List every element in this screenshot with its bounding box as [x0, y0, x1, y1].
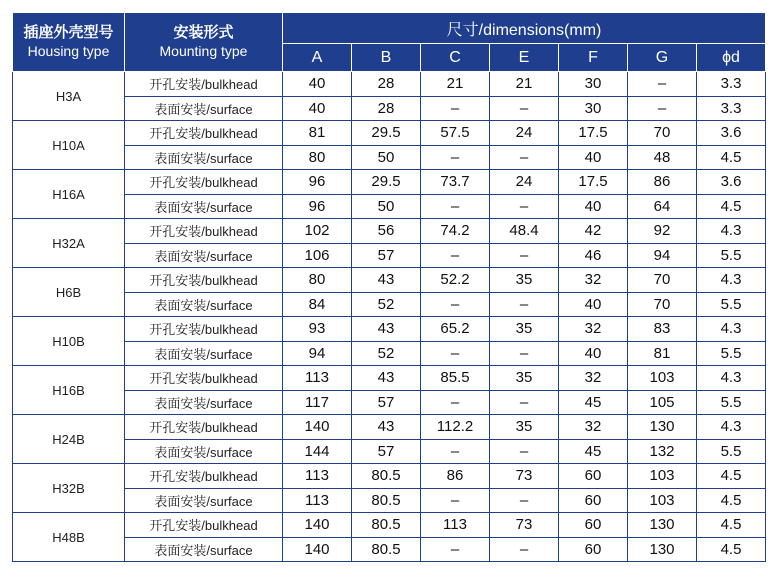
dimension-value-cell: 4.5	[697, 464, 766, 489]
dimension-value-cell: –	[421, 341, 490, 366]
dimension-column-header: F	[559, 44, 628, 72]
mounting-type-cell: 表面安装/surface	[125, 488, 283, 513]
dimension-value-cell: 43	[352, 317, 421, 342]
dimension-value-cell: 43	[352, 366, 421, 391]
table-row	[13, 464, 766, 489]
mounting-type-cell: 开孔安装/bulkhead	[125, 72, 283, 97]
dimension-value-cell: 130	[628, 513, 697, 538]
dimension-value-cell: 4.3	[697, 366, 766, 391]
housing-type-cell: H10B	[13, 317, 125, 366]
dimension-value-cell: 102	[283, 219, 352, 244]
dimension-value-cell: 43	[352, 268, 421, 293]
dimension-value-cell: 103	[628, 366, 697, 391]
mounting-type-cell: 表面安装/surface	[125, 194, 283, 219]
table-row	[13, 121, 766, 146]
dimension-value-cell: 112.2	[421, 415, 490, 440]
dimension-value-cell: –	[490, 537, 559, 562]
dimension-value-cell: 40	[283, 72, 352, 97]
dimension-value-cell: 80.5	[352, 513, 421, 538]
dimension-value-cell: 57	[352, 390, 421, 415]
housing-type-header-cn: 插座外壳型号	[23, 24, 114, 41]
dimension-value-cell: 57	[352, 243, 421, 268]
dimension-value-cell: 81	[628, 341, 697, 366]
dimension-value-cell: 130	[628, 537, 697, 562]
dimension-value-cell: 86	[421, 464, 490, 489]
table-row	[13, 366, 766, 391]
dimension-value-cell: 64	[628, 194, 697, 219]
dimension-value-cell: 21	[490, 72, 559, 97]
dimension-value-cell: 5.5	[697, 341, 766, 366]
housing-type-cell: H48B	[13, 513, 125, 562]
dimension-value-cell: –	[421, 439, 490, 464]
table-row	[13, 243, 766, 268]
dimension-value-cell: 43	[352, 415, 421, 440]
dimension-value-cell: 5.5	[697, 390, 766, 415]
dimension-value-cell: 48.4	[490, 219, 559, 244]
housing-type-cell: H32A	[13, 219, 125, 268]
housing-type-cell: H6B	[13, 268, 125, 317]
dimension-value-cell: 83	[628, 317, 697, 342]
dimension-value-cell: 42	[559, 219, 628, 244]
mounting-type-cell: 开孔安装/bulkhead	[125, 464, 283, 489]
dimension-value-cell: 3.6	[697, 170, 766, 195]
table-row	[13, 219, 766, 244]
mounting-type-cell: 表面安装/surface	[125, 341, 283, 366]
housing-type-cell: H3A	[13, 72, 125, 121]
dimension-column-header: B	[352, 44, 421, 72]
dimension-value-cell: 73	[490, 513, 559, 538]
dimension-column-header: G	[628, 44, 697, 72]
dimension-value-cell: 92	[628, 219, 697, 244]
dimension-value-cell: 132	[628, 439, 697, 464]
dimension-value-cell: 30	[559, 96, 628, 121]
housing-type-cell: H16B	[13, 366, 125, 415]
housing-type-cell: H16A	[13, 170, 125, 219]
dimension-value-cell: –	[490, 292, 559, 317]
dimension-value-cell: 28	[352, 72, 421, 97]
dimension-value-cell: –	[421, 96, 490, 121]
mounting-type-cell: 开孔安装/bulkhead	[125, 121, 283, 146]
dimension-value-cell: –	[490, 341, 559, 366]
mounting-type-cell: 表面安装/surface	[125, 292, 283, 317]
mounting-type-cell: 表面安装/surface	[125, 145, 283, 170]
dimension-value-cell: 73.7	[421, 170, 490, 195]
dimension-value-cell: 70	[628, 292, 697, 317]
dimension-value-cell: 52	[352, 341, 421, 366]
dimension-value-cell: 35	[490, 366, 559, 391]
dimension-value-cell: 4.5	[697, 537, 766, 562]
dimension-value-cell: 5.5	[697, 243, 766, 268]
dimension-value-cell: –	[421, 145, 490, 170]
dimension-value-cell: 113	[421, 513, 490, 538]
dimension-value-cell: –	[628, 96, 697, 121]
dimension-value-cell: 40	[559, 292, 628, 317]
dimension-value-cell: 21	[421, 72, 490, 97]
dimension-value-cell: 60	[559, 488, 628, 513]
dimension-value-cell: 96	[283, 194, 352, 219]
dimension-value-cell: 103	[628, 464, 697, 489]
dimension-value-cell: 140	[283, 415, 352, 440]
dimension-value-cell: 73	[490, 464, 559, 489]
dimension-value-cell: –	[490, 194, 559, 219]
dimension-value-cell: 56	[352, 219, 421, 244]
dimension-value-cell: 5.5	[697, 439, 766, 464]
dimension-value-cell: 32	[559, 317, 628, 342]
dimension-value-cell: 117	[283, 390, 352, 415]
mounting-type-cell: 开孔安装/bulkhead	[125, 366, 283, 391]
dimension-value-cell: –	[421, 390, 490, 415]
dimension-value-cell: 5.5	[697, 292, 766, 317]
dimension-value-cell: 80	[283, 145, 352, 170]
dimension-value-cell: 70	[628, 268, 697, 293]
dimension-value-cell: 60	[559, 464, 628, 489]
dimension-value-cell: 60	[559, 537, 628, 562]
dimension-value-cell: –	[421, 243, 490, 268]
dimension-value-cell: 32	[559, 415, 628, 440]
table-row	[13, 341, 766, 366]
dimension-value-cell: 3.3	[697, 72, 766, 97]
dimension-column-header: E	[490, 44, 559, 72]
table-row	[13, 292, 766, 317]
dimension-value-cell: 17.5	[559, 121, 628, 146]
mounting-type-cell: 表面安装/surface	[125, 390, 283, 415]
mounting-type-header-cn: 安装形式	[173, 24, 234, 41]
dimension-value-cell: 45	[559, 390, 628, 415]
dimension-value-cell: 113	[283, 366, 352, 391]
dimension-value-cell: 140	[283, 537, 352, 562]
dimension-value-cell: 4.3	[697, 415, 766, 440]
housing-type-cell: H32B	[13, 464, 125, 513]
mounting-type-cell: 表面安装/surface	[125, 439, 283, 464]
dimension-value-cell: 28	[352, 96, 421, 121]
dimension-value-cell: 32	[559, 268, 628, 293]
mounting-type-cell: 开孔安装/bulkhead	[125, 513, 283, 538]
dimension-column-header: C	[421, 44, 490, 72]
dimension-value-cell: 106	[283, 243, 352, 268]
dimension-column-header: A	[283, 44, 352, 72]
dimension-value-cell: –	[421, 292, 490, 317]
dimension-value-cell: 4.3	[697, 219, 766, 244]
housing-type-header	[13, 13, 125, 72]
dimension-value-cell: 52.2	[421, 268, 490, 293]
dimension-value-cell: 84	[283, 292, 352, 317]
dimension-value-cell: 80.5	[352, 464, 421, 489]
dimension-value-cell: 40	[559, 341, 628, 366]
dimension-value-cell: 113	[283, 464, 352, 489]
dimension-value-cell: 48	[628, 145, 697, 170]
mounting-type-cell: 表面安装/surface	[125, 537, 283, 562]
dimensions-table-container	[12, 12, 766, 562]
mounting-type-cell: 表面安装/surface	[125, 243, 283, 268]
dimension-value-cell: 85.5	[421, 366, 490, 391]
dimension-value-cell: 40	[559, 194, 628, 219]
dimension-value-cell: –	[421, 537, 490, 562]
table-row	[13, 170, 766, 195]
dimension-value-cell: 57	[352, 439, 421, 464]
dimension-value-cell: 4.3	[697, 268, 766, 293]
dimension-value-cell: –	[421, 194, 490, 219]
dimension-column-header: ϕd	[697, 44, 766, 72]
dimension-value-cell: 17.5	[559, 170, 628, 195]
dimension-value-cell: –	[490, 96, 559, 121]
table-body	[13, 72, 766, 562]
dimension-value-cell: 140	[283, 513, 352, 538]
dimension-value-cell: 144	[283, 439, 352, 464]
dimension-value-cell: 130	[628, 415, 697, 440]
dimension-value-cell: 103	[628, 488, 697, 513]
dimension-value-cell: 50	[352, 145, 421, 170]
mounting-type-cell: 开孔安装/bulkhead	[125, 415, 283, 440]
dimension-value-cell: 29.5	[352, 170, 421, 195]
dimension-value-cell: 65.2	[421, 317, 490, 342]
dimension-value-cell: 30	[559, 72, 628, 97]
dimension-value-cell: 3.6	[697, 121, 766, 146]
table-row	[13, 317, 766, 342]
dimension-value-cell: –	[490, 390, 559, 415]
table-row	[13, 96, 766, 121]
dimension-value-cell: 32	[559, 366, 628, 391]
dimension-value-cell: 105	[628, 390, 697, 415]
dimension-value-cell: 46	[559, 243, 628, 268]
table-row	[13, 194, 766, 219]
dimension-value-cell: –	[421, 488, 490, 513]
dimension-value-cell: 35	[490, 268, 559, 293]
housing-type-cell: H24B	[13, 415, 125, 464]
mounting-type-cell: 开孔安装/bulkhead	[125, 219, 283, 244]
dimension-value-cell: 96	[283, 170, 352, 195]
table-row	[13, 537, 766, 562]
dimension-value-cell: 4.5	[697, 194, 766, 219]
dimension-value-cell: 52	[352, 292, 421, 317]
dimension-value-cell: 4.5	[697, 488, 766, 513]
dimension-value-cell: 35	[490, 415, 559, 440]
table-row	[13, 513, 766, 538]
dimensions-table	[12, 12, 766, 562]
table-row	[13, 145, 766, 170]
table-row	[13, 488, 766, 513]
dimension-value-cell: 80	[283, 268, 352, 293]
dimension-value-cell: –	[490, 439, 559, 464]
dimension-value-cell: 80.5	[352, 537, 421, 562]
dimension-value-cell: 74.2	[421, 219, 490, 244]
dimension-value-cell: –	[490, 243, 559, 268]
dimension-value-cell: 4.3	[697, 317, 766, 342]
dimension-value-cell: 81	[283, 121, 352, 146]
table-row	[13, 439, 766, 464]
dimension-value-cell: 4.5	[697, 513, 766, 538]
dimensions-header: 尺寸/dimensions(mm)	[283, 13, 766, 44]
housing-type-cell: H10A	[13, 121, 125, 170]
dimension-value-cell: 3.3	[697, 96, 766, 121]
dimension-value-cell: 57.5	[421, 121, 490, 146]
mounting-type-cell: 开孔安装/bulkhead	[125, 268, 283, 293]
dimension-value-cell: 60	[559, 513, 628, 538]
dimension-value-cell: 70	[628, 121, 697, 146]
dimension-value-cell: 45	[559, 439, 628, 464]
dimension-value-cell: 24	[490, 170, 559, 195]
dimension-value-cell: 94	[283, 341, 352, 366]
dimension-value-cell: 86	[628, 170, 697, 195]
housing-type-header-en: Housing type	[27, 43, 110, 59]
dimension-value-cell: –	[490, 488, 559, 513]
table-row	[13, 415, 766, 440]
dimension-value-cell: 4.5	[697, 145, 766, 170]
dimension-value-cell: 29.5	[352, 121, 421, 146]
dimension-value-cell: 80.5	[352, 488, 421, 513]
mounting-type-cell: 开孔安装/bulkhead	[125, 317, 283, 342]
mounting-type-cell: 开孔安装/bulkhead	[125, 170, 283, 195]
dimension-value-cell: –	[628, 72, 697, 97]
mounting-type-header-en: Mounting type	[159, 43, 248, 59]
dimension-value-cell: 40	[559, 145, 628, 170]
mounting-type-cell: 表面安装/surface	[125, 96, 283, 121]
table-row	[13, 268, 766, 293]
mounting-type-header	[125, 13, 283, 72]
dimension-value-cell: 35	[490, 317, 559, 342]
dimension-value-cell: 50	[352, 194, 421, 219]
dimension-value-cell: 113	[283, 488, 352, 513]
dimension-value-cell: –	[490, 145, 559, 170]
dimension-value-cell: 93	[283, 317, 352, 342]
dimension-value-cell: 40	[283, 96, 352, 121]
table-header	[13, 13, 766, 72]
dimension-value-cell: 24	[490, 121, 559, 146]
table-row	[13, 72, 766, 97]
dimension-value-cell: 94	[628, 243, 697, 268]
table-row	[13, 390, 766, 415]
